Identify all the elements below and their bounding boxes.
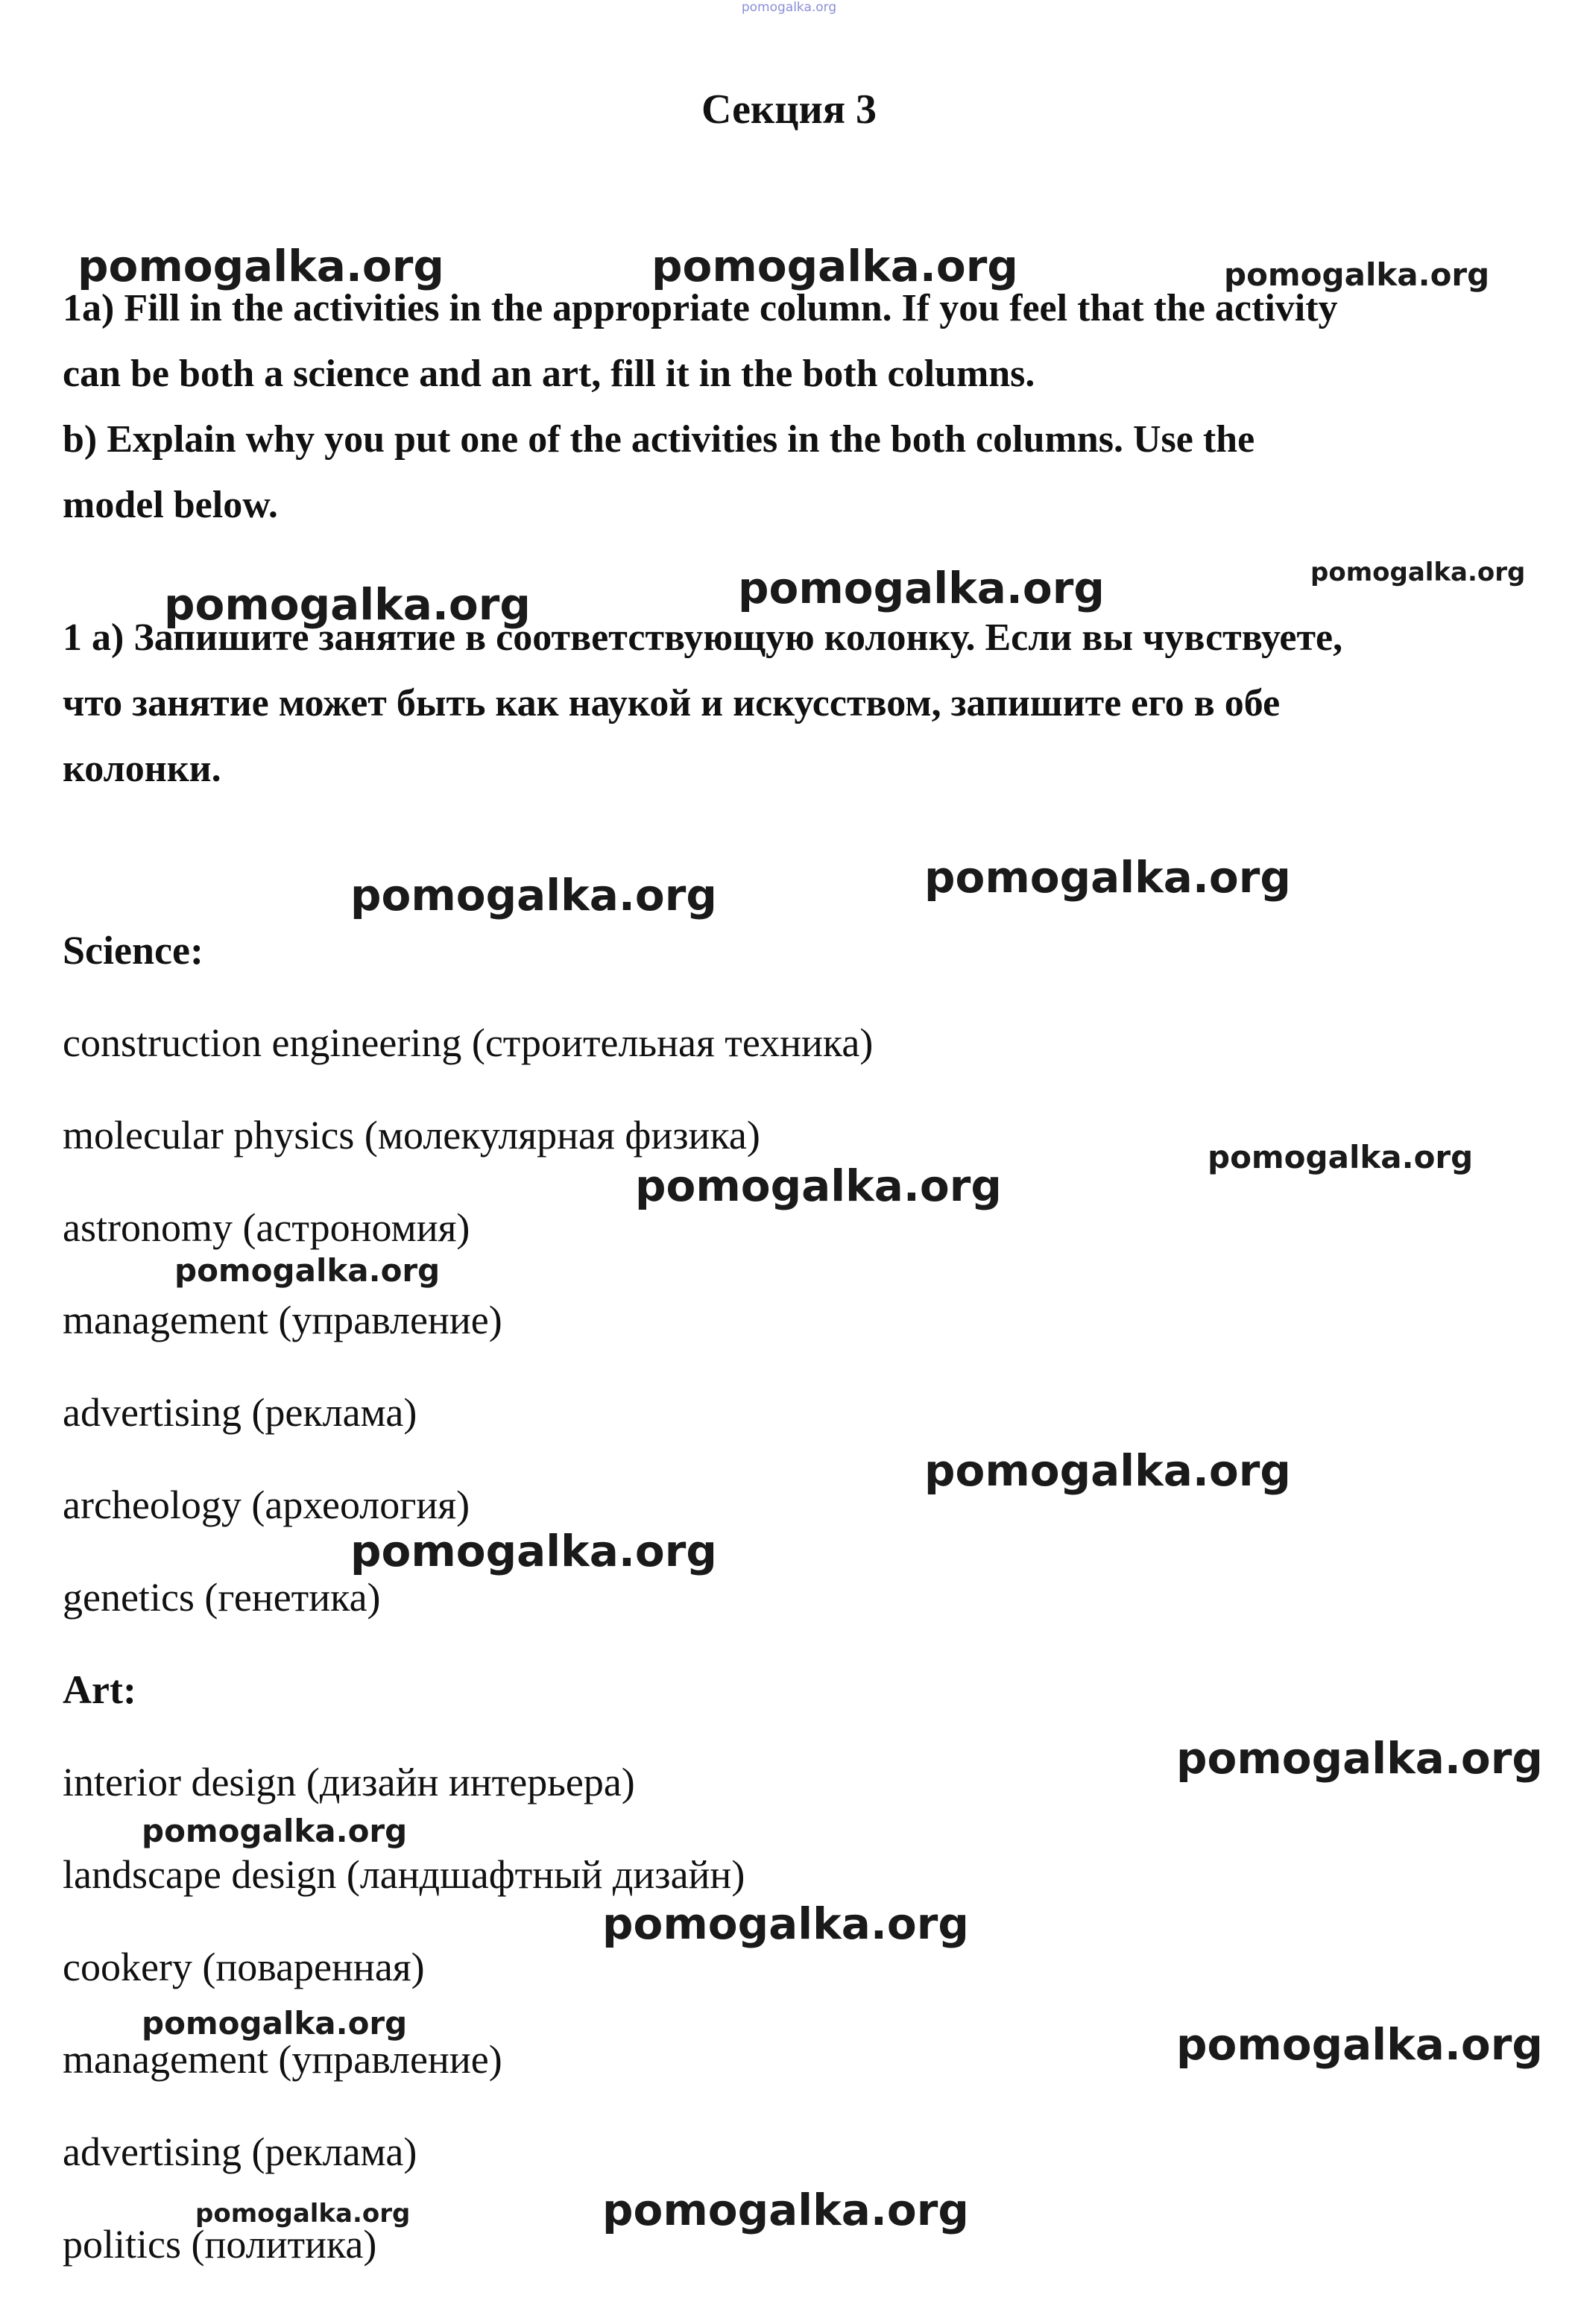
- task-ru-line: 1 а) Запишите занятие в соответствующую колонку. Если вы чувствуете,: [63, 616, 1343, 659]
- task-en: [63, 276, 1524, 538]
- task-en-line: b) Explain why you put one of the activities in the both columns. Use the: [63, 418, 1255, 461]
- task-ru-line: что занятие может быть как наукой и искусством, запишите его в обе: [63, 682, 1281, 724]
- science-item: advertising (реклама): [63, 1390, 417, 1435]
- task-en-line: model below.: [63, 484, 278, 526]
- art-item: cookery (поваренная): [63, 1945, 425, 1989]
- science-heading: Science:: [63, 928, 203, 973]
- watermark: pomogalka.org: [635, 1161, 1002, 1211]
- art-item: politics (политика): [63, 2222, 377, 2267]
- watermark: pomogalka.org: [924, 1445, 1291, 1496]
- watermark: pomogalka.org: [1208, 1139, 1474, 1175]
- watermark: pomogalka.org: [1176, 1733, 1543, 1784]
- task-en-line: 1a) Fill in the activities in the appropriate column. If you feel that the activity: [63, 287, 1338, 329]
- watermark: pomogalka.org: [1310, 558, 1526, 587]
- watermark: pomogalka.org: [924, 852, 1291, 903]
- watermark: pomogalka.org: [651, 241, 1018, 291]
- science-item: astronomy (астрономия): [63, 1205, 470, 1250]
- watermark: pomogalka.org: [1176, 2019, 1543, 2070]
- art-item: landscape design (ландшафтный дизайн): [63, 1852, 745, 1897]
- science-item: construction engineering (строительная техника): [63, 1020, 874, 1065]
- art-heading: Art:: [63, 1667, 136, 1712]
- watermark: pomogalka.org: [164, 579, 531, 630]
- art-item: interior design (дизайн интерьера): [63, 1760, 635, 1804]
- science-item: molecular physics (молекулярная физика): [63, 1113, 760, 1158]
- watermark: pomogalka.org: [602, 1898, 969, 1949]
- task-ru: [63, 605, 1524, 802]
- watermark: pomogalka.org: [142, 2005, 408, 2042]
- watermark: pomogalka.org: [195, 2199, 411, 2229]
- watermark: pomogalka.org: [1224, 256, 1490, 293]
- science-item: archeology (археология): [63, 1483, 470, 1527]
- science-item: genetics (генетика): [63, 1575, 381, 1620]
- watermark: pomogalka.org: [350, 870, 717, 921]
- page-title: Секция 3: [701, 86, 877, 133]
- task-en-line: can be both a science and an art, fill it in the both columns.: [63, 353, 1035, 395]
- art-item: management (управление): [63, 2037, 502, 2082]
- task-ru-line: колонки.: [63, 748, 221, 790]
- watermark: pomogalka.org: [174, 1252, 441, 1289]
- watermark: pomogalka.org: [78, 241, 444, 291]
- watermark: pomogalka.org: [738, 563, 1105, 613]
- science-item: management (управление): [63, 1298, 502, 1342]
- watermark: pomogalka.org: [602, 2185, 969, 2235]
- art-item: advertising (реклама): [63, 2129, 417, 2174]
- watermark: pomogalka.org: [350, 1526, 717, 1576]
- watermark: pomogalka.org: [142, 1813, 408, 1849]
- top-watermark: pomogalka.org: [741, 0, 837, 15]
